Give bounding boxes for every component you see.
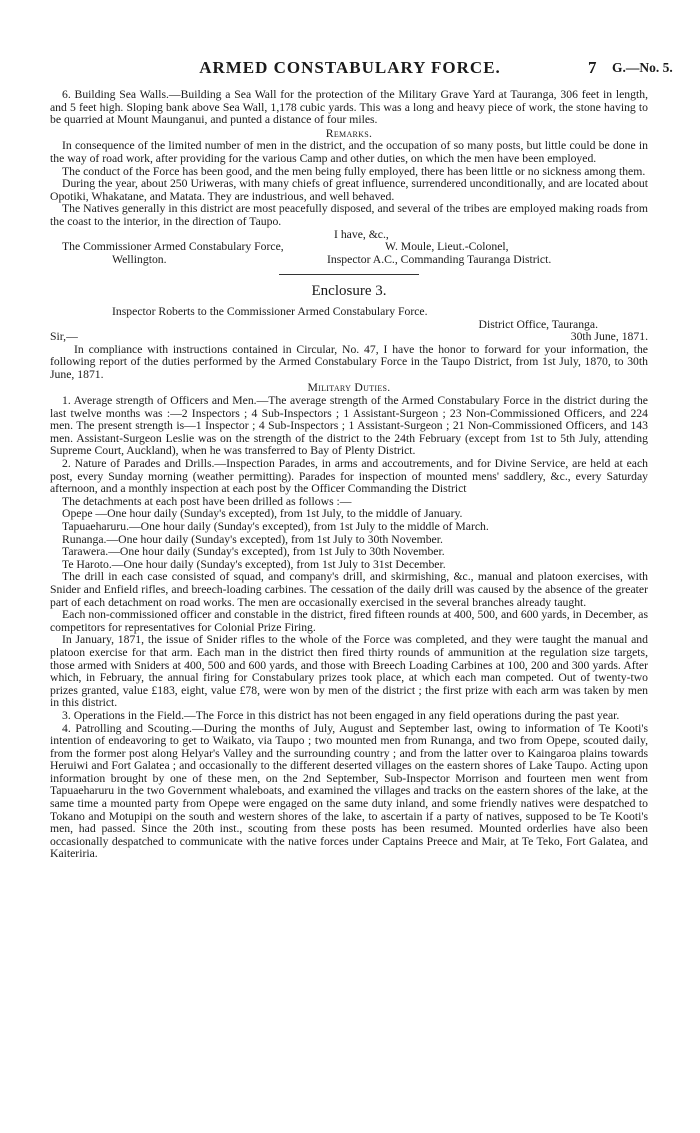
enclosure-title: Enclosure 3.	[311, 283, 387, 300]
salutation: Sir,—	[50, 330, 78, 344]
detachment-item: Runanga.—One hour daily (Sunday's excepted), from 1st July to 30th November.	[62, 532, 443, 546]
closing-salutation: I have, &c.,	[334, 227, 389, 241]
paragraph-drill: The drill in each case consisted of squad, and company's drill, and skirmishing, &c., manual and platoon exercises, with Snider and Enfield rifles, and breech-loading carbines. The cessation of the daily drill was caused by the absence of the greater part of each detachment on road works. The men are occasionally exercised in the several branches already taught.	[50, 570, 648, 609]
remarks-paragraph: During the year, about 250 Uriweras, with many chiefs of great influence, surrendered unconditionally, and are located about Opotiki, Whakatane, and Matata. They are industrious, and well behaved.	[50, 177, 648, 203]
signature-line-1	[50, 241, 648, 254]
running-title: ARMED CONSTABULARY FORCE.	[199, 58, 501, 77]
signer-name: W. Moule, Lieut.-Colonel,	[385, 240, 509, 254]
detachment-item: Tapuaeharuru.—One hour daily (Sunday's excepted), from 1st July to the middle of March.	[62, 520, 489, 533]
detachments-intro: The detachments at each post have been drilled as follows :—	[62, 494, 352, 508]
paragraph-building-sea-walls: 6. Building Sea Walls.—Building a Sea Wall for the protection of the Military Grave Yard at Tauranga, 306 feet in length, and 5 feet high. Sloping bank above Sea Wall, 1,178 cubic yards. This was a long and heavy piece of work, the stone having to be quarried at Mount Maunganui, and punted a distance of four miles.	[50, 88, 648, 127]
addressee-title: The Commissioner Armed Constabulary Force,	[62, 240, 284, 254]
remarks-heading: Remarks.	[325, 126, 373, 140]
detachment-item: Te Haroto.—One hour daily (Sunday's excepted), from 1st July to 31st December.	[62, 557, 446, 571]
detachment-item: Opepe —One hour daily (Sunday's excepted), from 1st July, to the middle of January.	[62, 507, 463, 521]
paragraph-patrolling: 4. Patrolling and Scouting.—During the months of July, August and September last, owing to information of Te Kooti's intention of endeavoring to get to Waikato, via Taupo ; two mounted men from Runanga, and two from Opepe, scouted daily, from the former post along Helyar's Valley and the surrounding country ; and from the latter over to Kaingaroa plains towards Heruiwi and Fort Galatea ; and occasionally to the different deserted villages on the eastern shores of Lake Taupo. Acting upon information brought by one of these men, on the 2nd September, Sub-Inspector Morrison and fourteen men went from Tapuaeharuru in the two Government whaleboats, and examined the villages and tracks on the eastern shores of the lake, at the same time a mounted party from Opepe were engaged on the same duty inland, and some friendly natives were despatched to Tokano and Motupipi on the south and western shores of the lake, to ascertain if a party of natives, supposed to be Te Kooti's men, had passed. Since the 20th inst., scouting from these posts has been resumed. Mounted orderlies have also been occasionally despatched to communicate with the native forces under Captains Preece and Mair, at Te Teko, Fort Galatea, and Kaiteriria.	[50, 721, 648, 861]
signature-line-2	[50, 254, 648, 267]
paragraph-average-strength: 1. Average strength of Officers and Men.—The average strength of the Armed Constabulary Force in the district during the last twelve months was :—2 Inspectors ; 4 Sub-Inspectors ; 1 Assistant-Surgeon ; 23 Non-Commissioned Officers, and 224 men. The present strength is—1 Inspector ; 4 Sub-Inspectors ; 1 Assistant-Surgeon ; 21 Non-Commissioned Officers, and 143 men. Assistant-Surgeon Leslie was on the strength of the district to the 24th February (except from 1st to 5th July, attending Supreme Court, Auckland), when he was transferred to Bay of Plenty District.	[50, 394, 648, 458]
military-duties-heading: Military Duties.	[307, 381, 391, 395]
detachment-item: Tarawera.—One hour daily (Sunday's excepted), from 1st July to 30th November.	[62, 545, 445, 559]
paragraph-january: In January, 1871, the issue of Snider rifles to the whole of the Force was completed, and they were taught the manual and platoon exercise for that arm. Each man in the district then fired thirty rounds of ammunition at the regulation size targets, those armed with Sniders at 400, 500 and 600 yards, and those with Breech Loading Carbines at 100, 200 and 300 yards. After which, in February, the annual firing for Constabulary prizes took place, at which each man competed. Out of twenty-two prizes granted, value £183, eight, value £78, were won by men of the district ; the first prize with each arm was taken by men in this district.	[50, 633, 648, 710]
section-divider	[279, 274, 419, 275]
district-office: District Office, Tauranga.	[478, 317, 598, 331]
document-reference: G.—No. 5.	[612, 60, 673, 75]
page-header	[0, 58, 700, 78]
enclosure-subtitle: Inspector Roberts to the Commissioner Armed Constabulary Force.	[112, 304, 428, 318]
remarks-paragraph: The conduct of the Force has been good, and the men being fully employed, there has been little or no sickness among them.	[62, 164, 646, 178]
remarks-paragraph: In consequence of the limited number of men in the district, and the occupation of so many posts, but little could be done in the way of road work, after providing for the various Camp and other duties, on which the men have been employed.	[50, 139, 648, 165]
paragraph-operations: 3. Operations in the Field.—The Force in this district has not been engaged in any field operations during the past year.	[62, 708, 620, 722]
introduction-paragraph: In compliance with instructions contained in Circular, No. 47, I have the honor to forward for your information, the following report of the duties performed by the Armed Constabulary Force in the Taupo District, from 1st July, 1870, to 30th June, 1871.	[50, 342, 648, 381]
signer-title: Inspector A.C., Commanding Tauranga District.	[327, 252, 552, 266]
salutation-date-line	[50, 331, 648, 344]
remarks-paragraph: The Natives generally in this district are most peacefully disposed, and several of the tribes are employed making roads from the coast to the interior, in the direction of Taupo.	[50, 202, 648, 228]
addressee-location: Wellington.	[112, 252, 167, 266]
document-body	[50, 89, 648, 861]
letter-date: 30th June, 1871.	[570, 330, 648, 344]
page-number: 7	[588, 58, 597, 77]
paragraph-firing: Each non-commissioned officer and constable in the district, fired fifteen rounds at 400, 500, and 600 yards, in December, as competitors for representatives for Colonial Prize Firing.	[50, 608, 648, 634]
paragraph-parades-drills: 2. Nature of Parades and Drills.—Inspection Parades, in arms and accoutrements, and for Divine Service, are held at each post, every Sunday morning (weather permitting). Parades for inspection of mounted mens' saddlery, &c., every Saturday afternoon, and a monthly inspection at each post by the Officer Commanding the District	[50, 457, 648, 496]
